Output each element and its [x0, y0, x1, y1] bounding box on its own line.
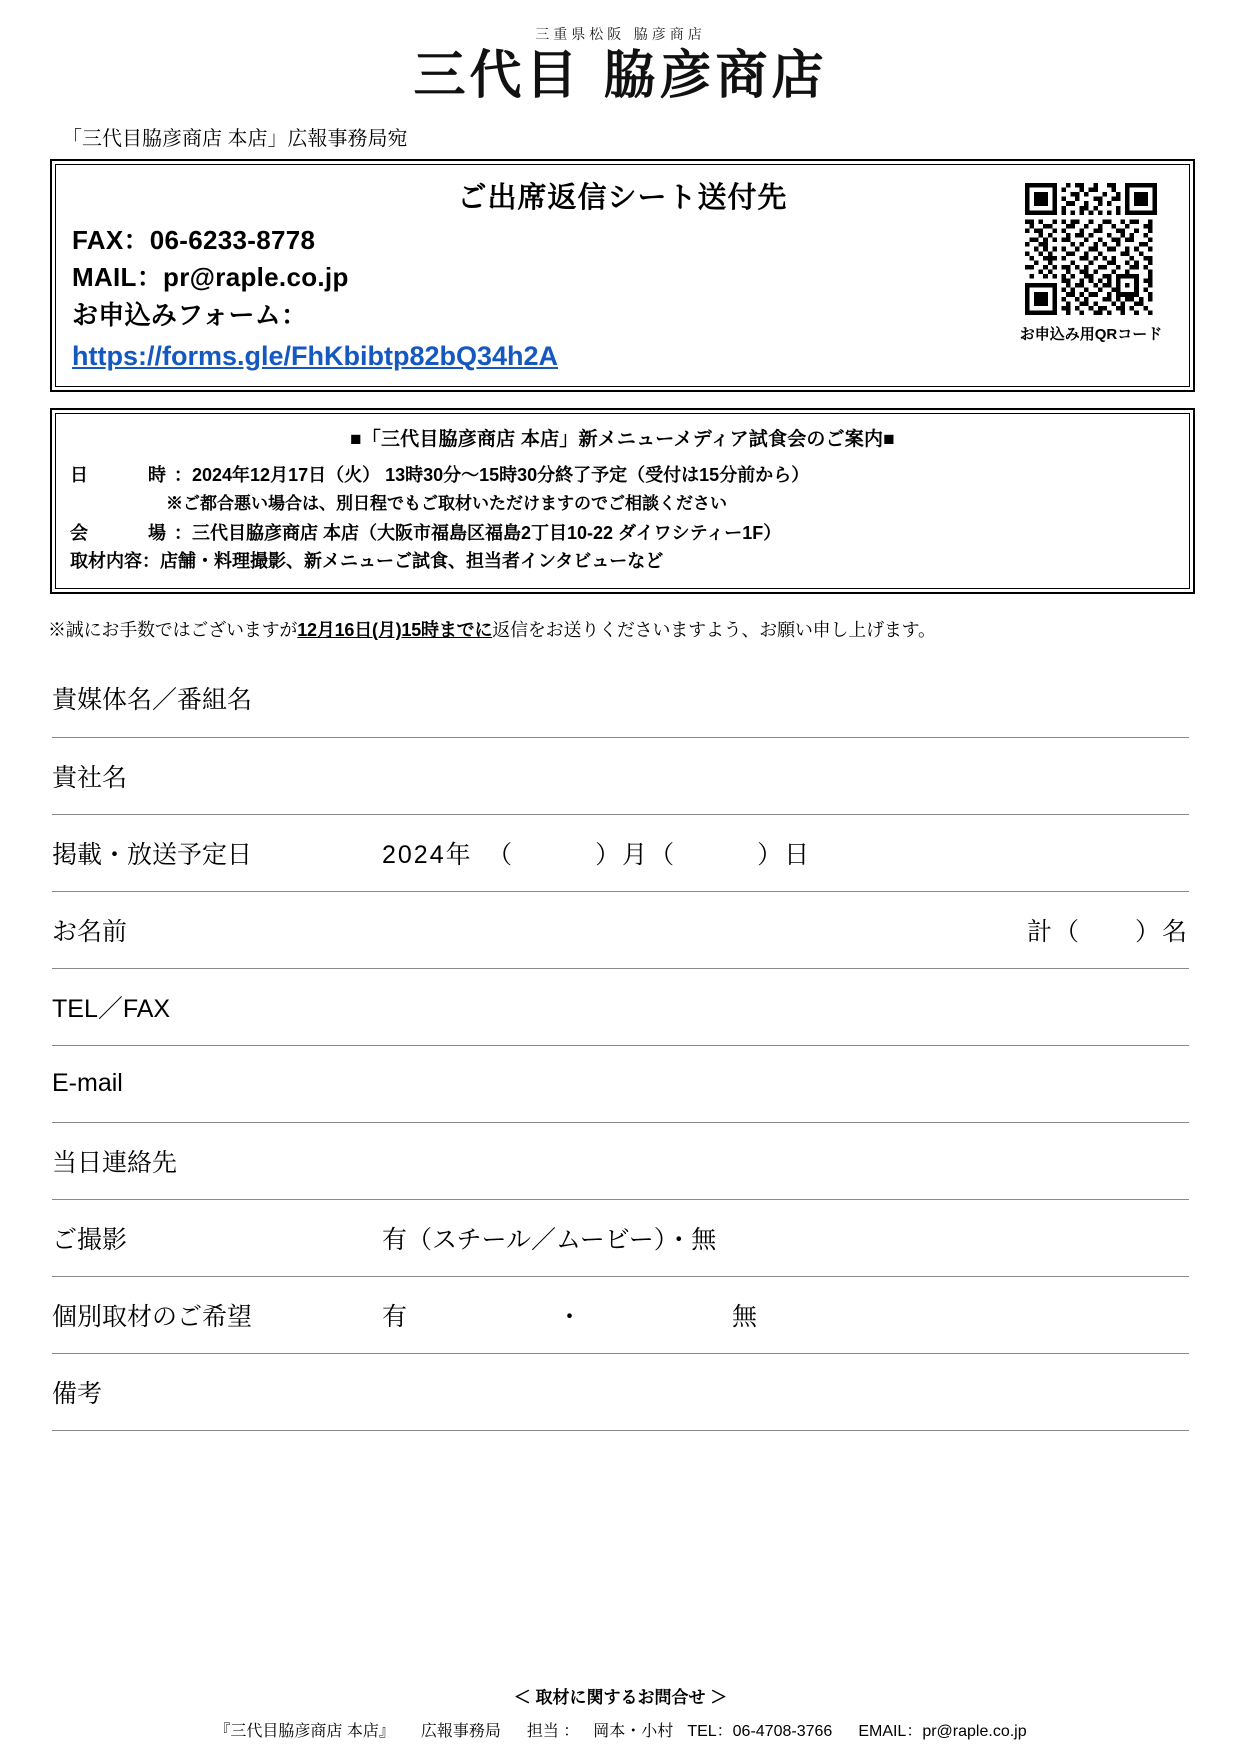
event-date-row: [70, 461, 1175, 490]
footer-email: EMAIL：pr@raple.co.jp: [858, 1723, 1027, 1740]
table-row[interactable]: [52, 968, 1189, 1045]
field-value[interactable]: [382, 1353, 1189, 1430]
field-label: 当日連絡先: [52, 1122, 382, 1199]
field-label: ご撮影: [52, 1199, 382, 1276]
event-info-inner: [55, 413, 1190, 589]
table-row[interactable]: [52, 1045, 1189, 1122]
application-form-link[interactable]: https://forms.gle/FhKbibtp82bQ34h2A: [72, 340, 559, 371]
footer-tel: TEL：06-4708-3766: [687, 1723, 833, 1740]
field-value[interactable]: [382, 1122, 1189, 1199]
fax-line: FAX：06-6233-8778: [72, 224, 316, 255]
event-venue-label: 会 場: [70, 522, 174, 543]
event-date-value: ：2024年12月17日（火） 13時30分〜15時30分終了予定（受付は15分前から）: [174, 464, 810, 485]
footer-staff-label: 担当 ：: [526, 1723, 580, 1740]
field-label: 貴社名: [52, 737, 382, 814]
event-date-note: ※ご都合悪い場合は、別日程でもご取材いただけますのでご相談ください: [166, 493, 727, 513]
addressee-line: 「三代目脇彦商店 本店」広報事務局宛: [62, 127, 408, 150]
sendto-box: [50, 159, 1195, 392]
field-value[interactable]: [382, 660, 1189, 737]
form-label: お申込みフォーム：: [72, 300, 308, 331]
field-option[interactable]: 有（スチール／ムービー）・無: [382, 1199, 1189, 1276]
table-row[interactable]: [52, 814, 1189, 891]
table-row[interactable]: [52, 1122, 1189, 1199]
table-row[interactable]: [52, 1199, 1189, 1276]
footer: [0, 1683, 1241, 1741]
field-value[interactable]: 2024年 （ ）月（ ）日: [382, 814, 1189, 891]
field-value[interactable]: [382, 968, 1189, 1045]
event-content-row: [70, 547, 1175, 576]
field-label: 掲載・放送予定日: [52, 814, 382, 891]
table-row[interactable]: [52, 660, 1189, 737]
footer-dept: 広報事務局: [420, 1723, 501, 1740]
field-label: 貴媒体名／番組名: [52, 660, 382, 737]
field-label: お名前: [52, 891, 382, 968]
sendto-box-inner: [55, 164, 1190, 387]
field-label: E-mail: [52, 1045, 382, 1122]
mail-line: MAIL：pr@raple.co.jp: [72, 262, 349, 293]
reply-form-table: [52, 660, 1189, 1431]
footer-title: ＜ 取材に関するお問合せ ＞: [513, 1688, 728, 1707]
event-content-value: ：店舗・料理撮影、新メニューご試食、担当者インタビューなど: [142, 551, 664, 572]
brand-logo: [0, 0, 1241, 106]
table-row[interactable]: [52, 891, 1189, 968]
logo-maintext: 三代目 脇彦商店: [413, 45, 828, 106]
qr-caption: お申込み用QRコード: [1019, 325, 1163, 343]
field-value[interactable]: [382, 737, 1189, 814]
event-venue-row: [70, 519, 1175, 548]
deadline-bold: 12月16日(月)15時までに: [297, 620, 493, 641]
field-label: 個別取材のご希望: [52, 1276, 382, 1353]
logo-subtext: 三重県松阪 脇彦商店: [535, 27, 706, 43]
field-option[interactable]: 有 ・ 無: [382, 1276, 1189, 1353]
qr-code-icon: [1025, 183, 1157, 315]
table-row[interactable]: [52, 1276, 1189, 1353]
footer-contact-line: [0, 1718, 1241, 1741]
field-label: 備考: [52, 1353, 382, 1430]
deadline-note: [48, 616, 1201, 642]
event-content-label: 取材内容: [70, 551, 142, 572]
event-date-label: 日 時: [70, 464, 174, 485]
event-info-title: ■「三代目脇彦商店 本店」新メニューメディア試食会のご案内■: [350, 428, 895, 450]
qr-area: [1011, 183, 1171, 344]
event-info-box: [50, 408, 1195, 594]
deadline-suffix: 返信をお送りくださいますよう、お願い申し上げます。: [492, 620, 936, 641]
sendto-title: ご出席返信シート送付先: [457, 181, 788, 214]
table-row[interactable]: [52, 1353, 1189, 1430]
field-count[interactable]: 計（ ）名: [382, 891, 1189, 968]
table-row[interactable]: [52, 737, 1189, 814]
field-value[interactable]: [382, 1045, 1189, 1122]
deadline-prefix: ※誠にお手数ではございますが: [48, 620, 298, 641]
footer-company: 『三代目脇彦商店 本店』: [214, 1723, 395, 1740]
event-venue-value: ：三代目脇彦商店 本店（大阪市福島区福島2丁目10-22 ダイワシティー1F）: [174, 522, 782, 543]
footer-staff: 岡本・小村: [593, 1723, 674, 1740]
field-label: TEL／FAX: [52, 968, 382, 1045]
